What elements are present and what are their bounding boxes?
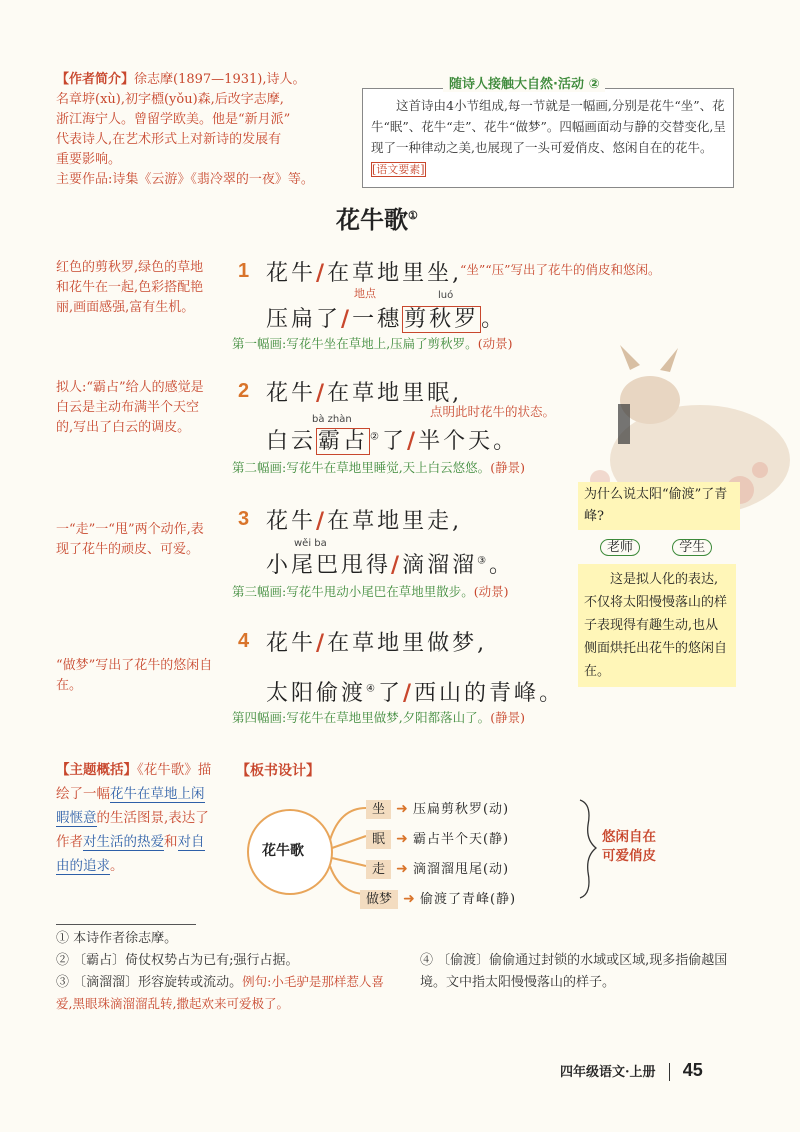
right-note-2: 点明此时花牛的状态。	[430, 404, 556, 419]
theme-text: 的生活图景,表达了作者	[56, 810, 209, 850]
board-row-2	[366, 828, 509, 847]
arrow-right-icon: ➜	[403, 891, 415, 907]
pinyin-3: wěi ba	[294, 538, 327, 549]
punct: ,	[452, 381, 463, 406]
summary-tag: (静景)	[490, 710, 525, 725]
board-text: 压扁剪秋罗(动)	[412, 802, 510, 817]
stanza-num-2: 2	[238, 380, 250, 402]
activity-tag: [语文要素]	[372, 163, 425, 176]
theme-text-underlined: 对自由的追求	[56, 834, 205, 874]
author-line-3: 浙江海宁人。曾留学欧美。他是“新月派”	[56, 112, 291, 127]
footer-book: 四年级语文·上册	[560, 1065, 656, 1080]
board-result-line: 可爱俏皮	[602, 848, 656, 864]
summary-text: 第三幅画:写花牛甩动小尾巴在草地里散步。	[232, 584, 474, 599]
word: 西山的青峰	[414, 681, 540, 706]
qa-answer-text: 这是拟人化的表达,不仅将太阳慢慢落山的样子表现得有趣生动,也从侧面烘托出花牛的悠闲自在。	[584, 572, 728, 679]
footnote-example: 例句:小毛驴是那样惹人喜爱,黑眼珠滴溜溜乱转,撒起欢来可爱极了。	[56, 974, 384, 1011]
activity-body: 这首诗由4小节组成,每一节就是一幅画,分别是花牛“坐”、花牛“眠”、花牛“走”、花牛“做梦”。四幅画面动与静的交替变化,呈现了一种律动之美,也展现了一头可爱俏皮、悠闲自在的花牛。	[371, 98, 726, 155]
footnote-divider	[56, 924, 196, 925]
qa-answer	[578, 564, 736, 687]
left-note-1: 红色的剪秋罗,绿色的草地和花牛在一起,色彩搭配艳丽,画面感强,富有生机。	[56, 260, 204, 315]
board-key: 走	[366, 860, 391, 879]
board-key: 坐	[366, 800, 391, 819]
board-key: 做梦	[360, 890, 398, 909]
footnote-mark: ④	[366, 683, 378, 695]
word: 在草地里做梦	[327, 631, 478, 656]
stanza-num-4: 4	[238, 630, 250, 652]
stanza-2-line-2: 白云霸占 ②了/半个天。	[266, 428, 519, 454]
punct: 。	[489, 553, 515, 578]
punct: 。	[539, 681, 565, 706]
activity-title: 随诗人接触大自然·活动 ②	[443, 73, 605, 92]
footer	[560, 1060, 703, 1081]
stanza-num-1: 1	[238, 260, 250, 282]
word: 了	[382, 429, 408, 454]
word: 半个天	[418, 429, 494, 454]
footnote-4: ④ 〔偷渡〕偷偷通过封锁的水域或区域,现多指偷越国境。文中指太阳慢慢落山的样子。	[420, 953, 728, 990]
left-note-4: “做梦”写出了花牛的悠闲自在。	[56, 658, 213, 693]
author-line-4: 代表诗人,在艺术形式上对新诗的发展有	[56, 132, 282, 147]
poem-title	[336, 200, 418, 235]
pinyin-2: bà zhàn	[312, 414, 352, 425]
footnote-mark: ③	[477, 555, 490, 567]
theme-title: 【主题概括】	[56, 762, 137, 778]
summary-3	[232, 582, 508, 600]
activity-box	[362, 77, 734, 188]
theme-text: 《花牛歌》描绘了一幅	[56, 762, 212, 802]
word: 在草地里坐	[327, 261, 453, 286]
summary-1	[232, 334, 512, 352]
poem-title-text: 花牛歌	[336, 205, 408, 234]
under-note-1: 地点	[354, 287, 376, 300]
word: 花牛	[266, 631, 317, 656]
footnotes-left	[56, 928, 396, 1016]
summary-text: 第二幅画:写花牛在草地里睡觉,天上白云悠悠。	[232, 460, 491, 475]
poem-title-mark: ①	[408, 209, 418, 222]
stanza-1-line-1: 花牛/在草地里坐,	[266, 260, 463, 286]
word: 滴溜溜	[402, 553, 478, 578]
stanza-2-line-1: 花牛/在草地里眠,	[266, 380, 463, 406]
word: 花牛	[266, 261, 317, 286]
word: 太阳偷渡	[266, 681, 367, 706]
word: 花牛	[266, 509, 317, 534]
board-text: 霸占半个天(静)	[412, 832, 510, 847]
punct: 。	[493, 429, 519, 454]
stanza-num-3: 3	[238, 508, 250, 530]
word: 压扁了	[266, 307, 342, 332]
page-number: 45	[682, 1060, 703, 1080]
right-note-1: “坐”“压”写出了花牛的俏皮和悠闲。	[460, 262, 661, 277]
teacher-label: 老师	[600, 539, 640, 556]
left-note-2: 拟人:“霸占”给人的感觉是白云是主动布满半个天空的,写出了白云的调皮。	[56, 380, 204, 435]
theme-text: 。	[110, 858, 124, 874]
author-intro-title: 【作者简介】	[56, 72, 135, 87]
board-result	[602, 828, 656, 866]
word: 在草地里眠	[327, 381, 453, 406]
arrow-right-icon: ➜	[396, 861, 408, 877]
stanza-3-line-1: 花牛/在草地里走,	[266, 508, 463, 534]
arrow-right-icon: ➜	[396, 831, 408, 847]
board-key: 眠	[366, 830, 391, 849]
author-line-5: 重要影响。	[56, 152, 122, 167]
summary-tag: (动景)	[477, 336, 513, 351]
theme-text-underlined: 花牛在草地上闲暇惬意	[56, 786, 205, 826]
summary-2	[232, 458, 525, 476]
punct: 。	[481, 307, 507, 332]
stanza-4-line-2: 太阳偷渡④了/西山的青峰。	[266, 680, 565, 706]
punct: ,	[452, 261, 463, 286]
left-note-3: 一“走”一“甩”两个动作,表现了花牛的顽皮、可爱。	[56, 522, 204, 557]
word-boxed: 霸占	[318, 429, 369, 454]
summary-4	[232, 708, 525, 726]
board-center: 花牛歌	[262, 843, 304, 859]
theme-text-underlined: 对生活的热爱	[83, 834, 164, 850]
arrow-right-icon: ➜	[396, 801, 408, 817]
word: 小尾巴甩得	[266, 553, 392, 578]
footnote-mark: ②	[370, 431, 382, 443]
footnote-2: ② 〔霸占〕倚仗权势占为已有;强行占据。	[56, 953, 299, 968]
board-row-1	[366, 798, 509, 817]
word: 一穗	[352, 307, 403, 332]
author-intro	[56, 70, 356, 190]
qa-roles	[600, 536, 712, 555]
footnote-3: ③ 〔滴溜溜〕形容旋转或流动。例句:小毛驴是那样惹人喜爱,黑眼珠滴溜溜乱转,撒起欢来可爱极了。	[56, 974, 384, 1011]
punct: ,	[477, 631, 488, 656]
pinyin-1: luó	[438, 290, 454, 301]
board-row-3	[366, 858, 509, 877]
board-result-line: 悠闲自在	[602, 829, 656, 845]
author-line-1: 徐志摩(1897—1931),诗人。	[134, 72, 306, 87]
board-title: 【板书设计】	[236, 763, 320, 779]
stanza-4-line-1: 花牛/在草地里做梦,	[266, 630, 488, 656]
word-boxed: 剪秋罗	[404, 307, 480, 332]
author-line-6: 主要作品:诗集《云游》《翡冷翠的一夜》等。	[56, 172, 314, 187]
footnote-1: ① 本诗作者徐志摩。	[56, 931, 178, 946]
word: 了	[377, 681, 403, 706]
qa-question-text: 为什么说太阳“偷渡”了青峰?	[584, 487, 728, 524]
word: 在草地里走	[327, 509, 453, 534]
author-line-2: 名章垿(xù),初字槱(yǒu)森,后改字志摩,	[56, 92, 284, 107]
summary-text: 第四幅画:写花牛在草地里做梦,夕阳都落山了。	[232, 710, 491, 725]
stanza-1-line-2: 压扁了/一穗剪秋罗。	[266, 306, 507, 332]
theme-text: 和	[164, 834, 178, 850]
board-row-4	[360, 888, 516, 907]
theme-summary	[56, 758, 216, 878]
stanza-3-line-2: 小尾巴甩得/滴溜溜③。	[266, 552, 515, 578]
student-label: 学生	[672, 539, 712, 556]
word: 花牛	[266, 381, 317, 406]
summary-text: 第一幅画:写花牛坐在草地上,压扁了剪秋罗。	[232, 336, 478, 351]
qa-question	[578, 482, 740, 530]
summary-tag: (动景)	[473, 584, 509, 599]
word: 白云	[266, 429, 317, 454]
punct: ,	[452, 509, 463, 534]
summary-tag: (静景)	[490, 460, 525, 475]
board-text: 偷渡了青峰(静)	[419, 892, 517, 907]
board-text: 滴溜溜甩尾(动)	[412, 862, 510, 877]
